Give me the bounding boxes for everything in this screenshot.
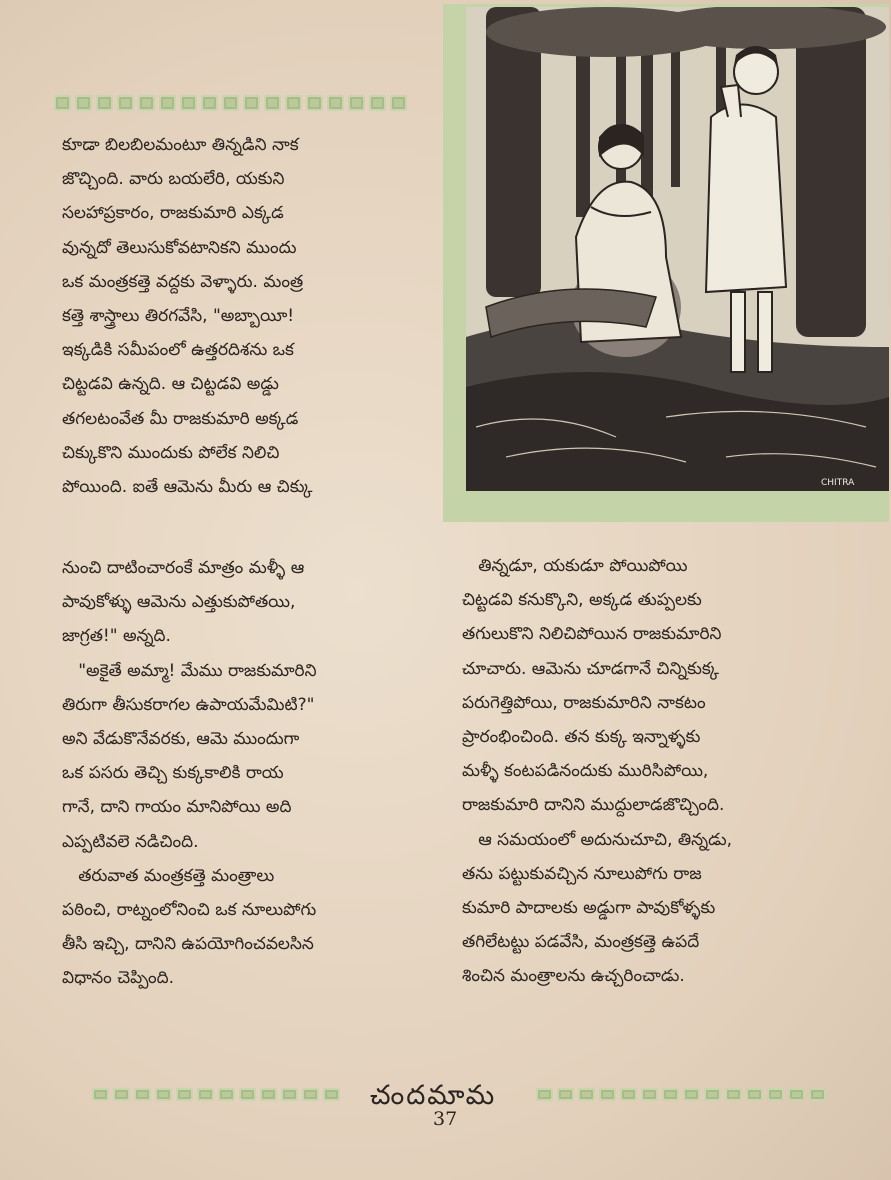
ornament-icon [536,1088,553,1101]
ornament-icon [348,95,365,111]
text-line: వున్నదో తెలుసుకోవటానికని ముందు [62,237,297,258]
text-line: కూడా బిలబిలమంటూ తిన్నడిని నాక [62,135,299,155]
ornament-icon [285,95,302,111]
text-line: చిట్టడవి ఉన్నది. ఆ చిట్టడవి అడ్డు [62,374,279,395]
text-line: తిరుగా తీసుకరాగల ఉపాయమేమిటి?" [62,694,315,715]
ornament-icon [201,95,218,111]
text-line: ఇక్కడికి సమీపంలో ఉత్తరదిశను ఒక [62,340,294,361]
ornament-icon [641,1088,658,1101]
ornament-icon [704,1088,721,1101]
text-line: తగిలేటట్టు పడవేసి, మంత్రకత్తె ఉపదే [462,932,700,953]
ornament-icon [96,95,113,111]
page-number: 37 [433,1108,458,1130]
forest-scene-illustration [466,7,889,491]
text-line: పోయింది. ఐతే ఆమెను మీరు ఆ చిక్కు [62,477,313,498]
ornament-icon [264,95,281,111]
text-line: ఒక మంత్రకత్తె వద్దకు వెళ్ళారు. మంత్ర [62,271,304,292]
text-line: తగులుకొని నిలిచిపోయిన రాజకుమారిని [462,624,722,645]
ornament-icon [323,1088,340,1101]
text-line: చిక్కుకొని ముందుకు పోలేక నిలిచి [62,442,280,463]
ornament-icon [767,1088,784,1101]
text-line: అని వేడుకొనేవరకు, ఆమె ముందుగా [62,729,300,750]
text-line: తిన్నడూ, యకుడూ పోయిపోయి [462,556,688,576]
ornament-icon [113,1088,130,1101]
ornament-icon [155,1088,172,1101]
ornament-icon [390,95,407,111]
ornament-icon [302,1088,319,1101]
text-line: తగలటంవేత మీ రాజకుమారి అక్కడ [62,408,299,429]
ornament-icon [557,1088,574,1101]
ornament-icon [369,95,386,111]
text-line: ఒక పసరు తెచ్చి కుక్కకాలికి రాయ [62,763,284,784]
text-line: చిట్టడవి కనుక్కొని, అక్కడ తుప్పలకు [462,590,702,611]
ornament-icon [159,95,176,111]
ornament-icon [599,1088,616,1101]
text-line: రాజకుమారి దానిని ముద్దులాడజొచ్చింది. [462,795,725,816]
ornament-icon [117,95,134,111]
text-line: తీసి ఇచ్చి, దానిని ఉపయోగించవలసిన [62,934,314,955]
text-line: ఎప్పటివలె నడిచింది. [62,831,199,852]
magazine-title: చందమామ [370,1080,497,1111]
text-line: గానే, దాని గాయం మానిపోయి అది [62,797,292,818]
decorative-border-top [54,95,407,111]
text-line: జొచ్చింది. వారు బయలేరి, యకుని [62,169,285,190]
ornament-icon [306,95,323,111]
text-line: నుంచి దాటించారంకే మాత్రం మళ్ళీ ఆ [62,558,305,578]
text-line: కత్తె శాస్త్రాలు తిరగవేసి, "అబ్బాయీ! [62,306,295,327]
text-line: పావుకోళ్ళు ఆమెను ఎత్తుకుపోతయి, [62,592,296,613]
text-line: ఆ సమయంలో అదునుచూచి, తిన్నడు, [462,829,733,850]
ornament-icon [809,1088,826,1101]
ornament-icon [75,95,92,111]
text-line: తను పట్టుకువచ్చిన నూలుపోగు రాజ [462,863,702,884]
ornament-icon [260,1088,277,1101]
text-line: పఠించి, రాట్నంలోనించి ఒక నూలుపోగు [62,900,317,921]
ornament-icon [662,1088,679,1101]
ornament-icon [92,1088,109,1101]
ornament-icon [222,95,239,111]
ornament-icon [578,1088,595,1101]
ornament-icon [725,1088,742,1101]
text-line: పరుగెత్తిపోయి, రాజకుమారిని నాకటం [462,692,706,713]
illustration-signature: CHITRA [821,478,855,488]
ornament-icon [138,95,155,111]
ornament-icon [176,1088,193,1101]
ornament-icon [620,1088,637,1101]
ornament-icon [327,95,344,111]
text-line: సలహాప్రకారం, రాజకుమారి ఎక్కడ [62,203,284,224]
ornament-icon [180,95,197,111]
ornament-icon [218,1088,235,1101]
left-column-top [62,128,442,504]
text-line: "అకైతే అమ్మా! మేము రాజకుమారిని [62,660,317,681]
left-column-bottom [62,551,442,996]
text-line: మళ్ళీ కంటపడినందుకు మురిసిపోయి, [462,761,709,782]
text-line: జాగ్రత!" అన్నది. [62,626,171,647]
ornament-icon [243,95,260,111]
decorative-border-bottom-right [536,1088,826,1101]
text-line: తరువాత మంత్రకత్తె మంత్రాలు [62,865,275,886]
text-line: ప్రారంభించింది. తన కుక్క ఇన్నాళ్ళకు [462,727,701,748]
ornament-icon [134,1088,151,1101]
ornament-icon [239,1088,256,1101]
text-line: చూచారు. ఆమెను చూడగానే చిన్నికుక్క [462,658,720,679]
ornament-icon [683,1088,700,1101]
right-column [462,549,882,994]
text-line: శించిన మంత్రాలను ఉచ్చరించాడు. [462,966,685,987]
ornament-icon [746,1088,763,1101]
ornament-icon [788,1088,805,1101]
ornament-icon [197,1088,214,1101]
text-line: విధానం చెప్పింది. [62,968,174,989]
text-line: కుమారి పాదాలకు అడ్డుగా పావుకోళ్ళకు [462,898,716,919]
decorative-border-bottom-left [92,1088,340,1101]
ornament-icon [54,95,71,111]
ornament-icon [281,1088,298,1101]
